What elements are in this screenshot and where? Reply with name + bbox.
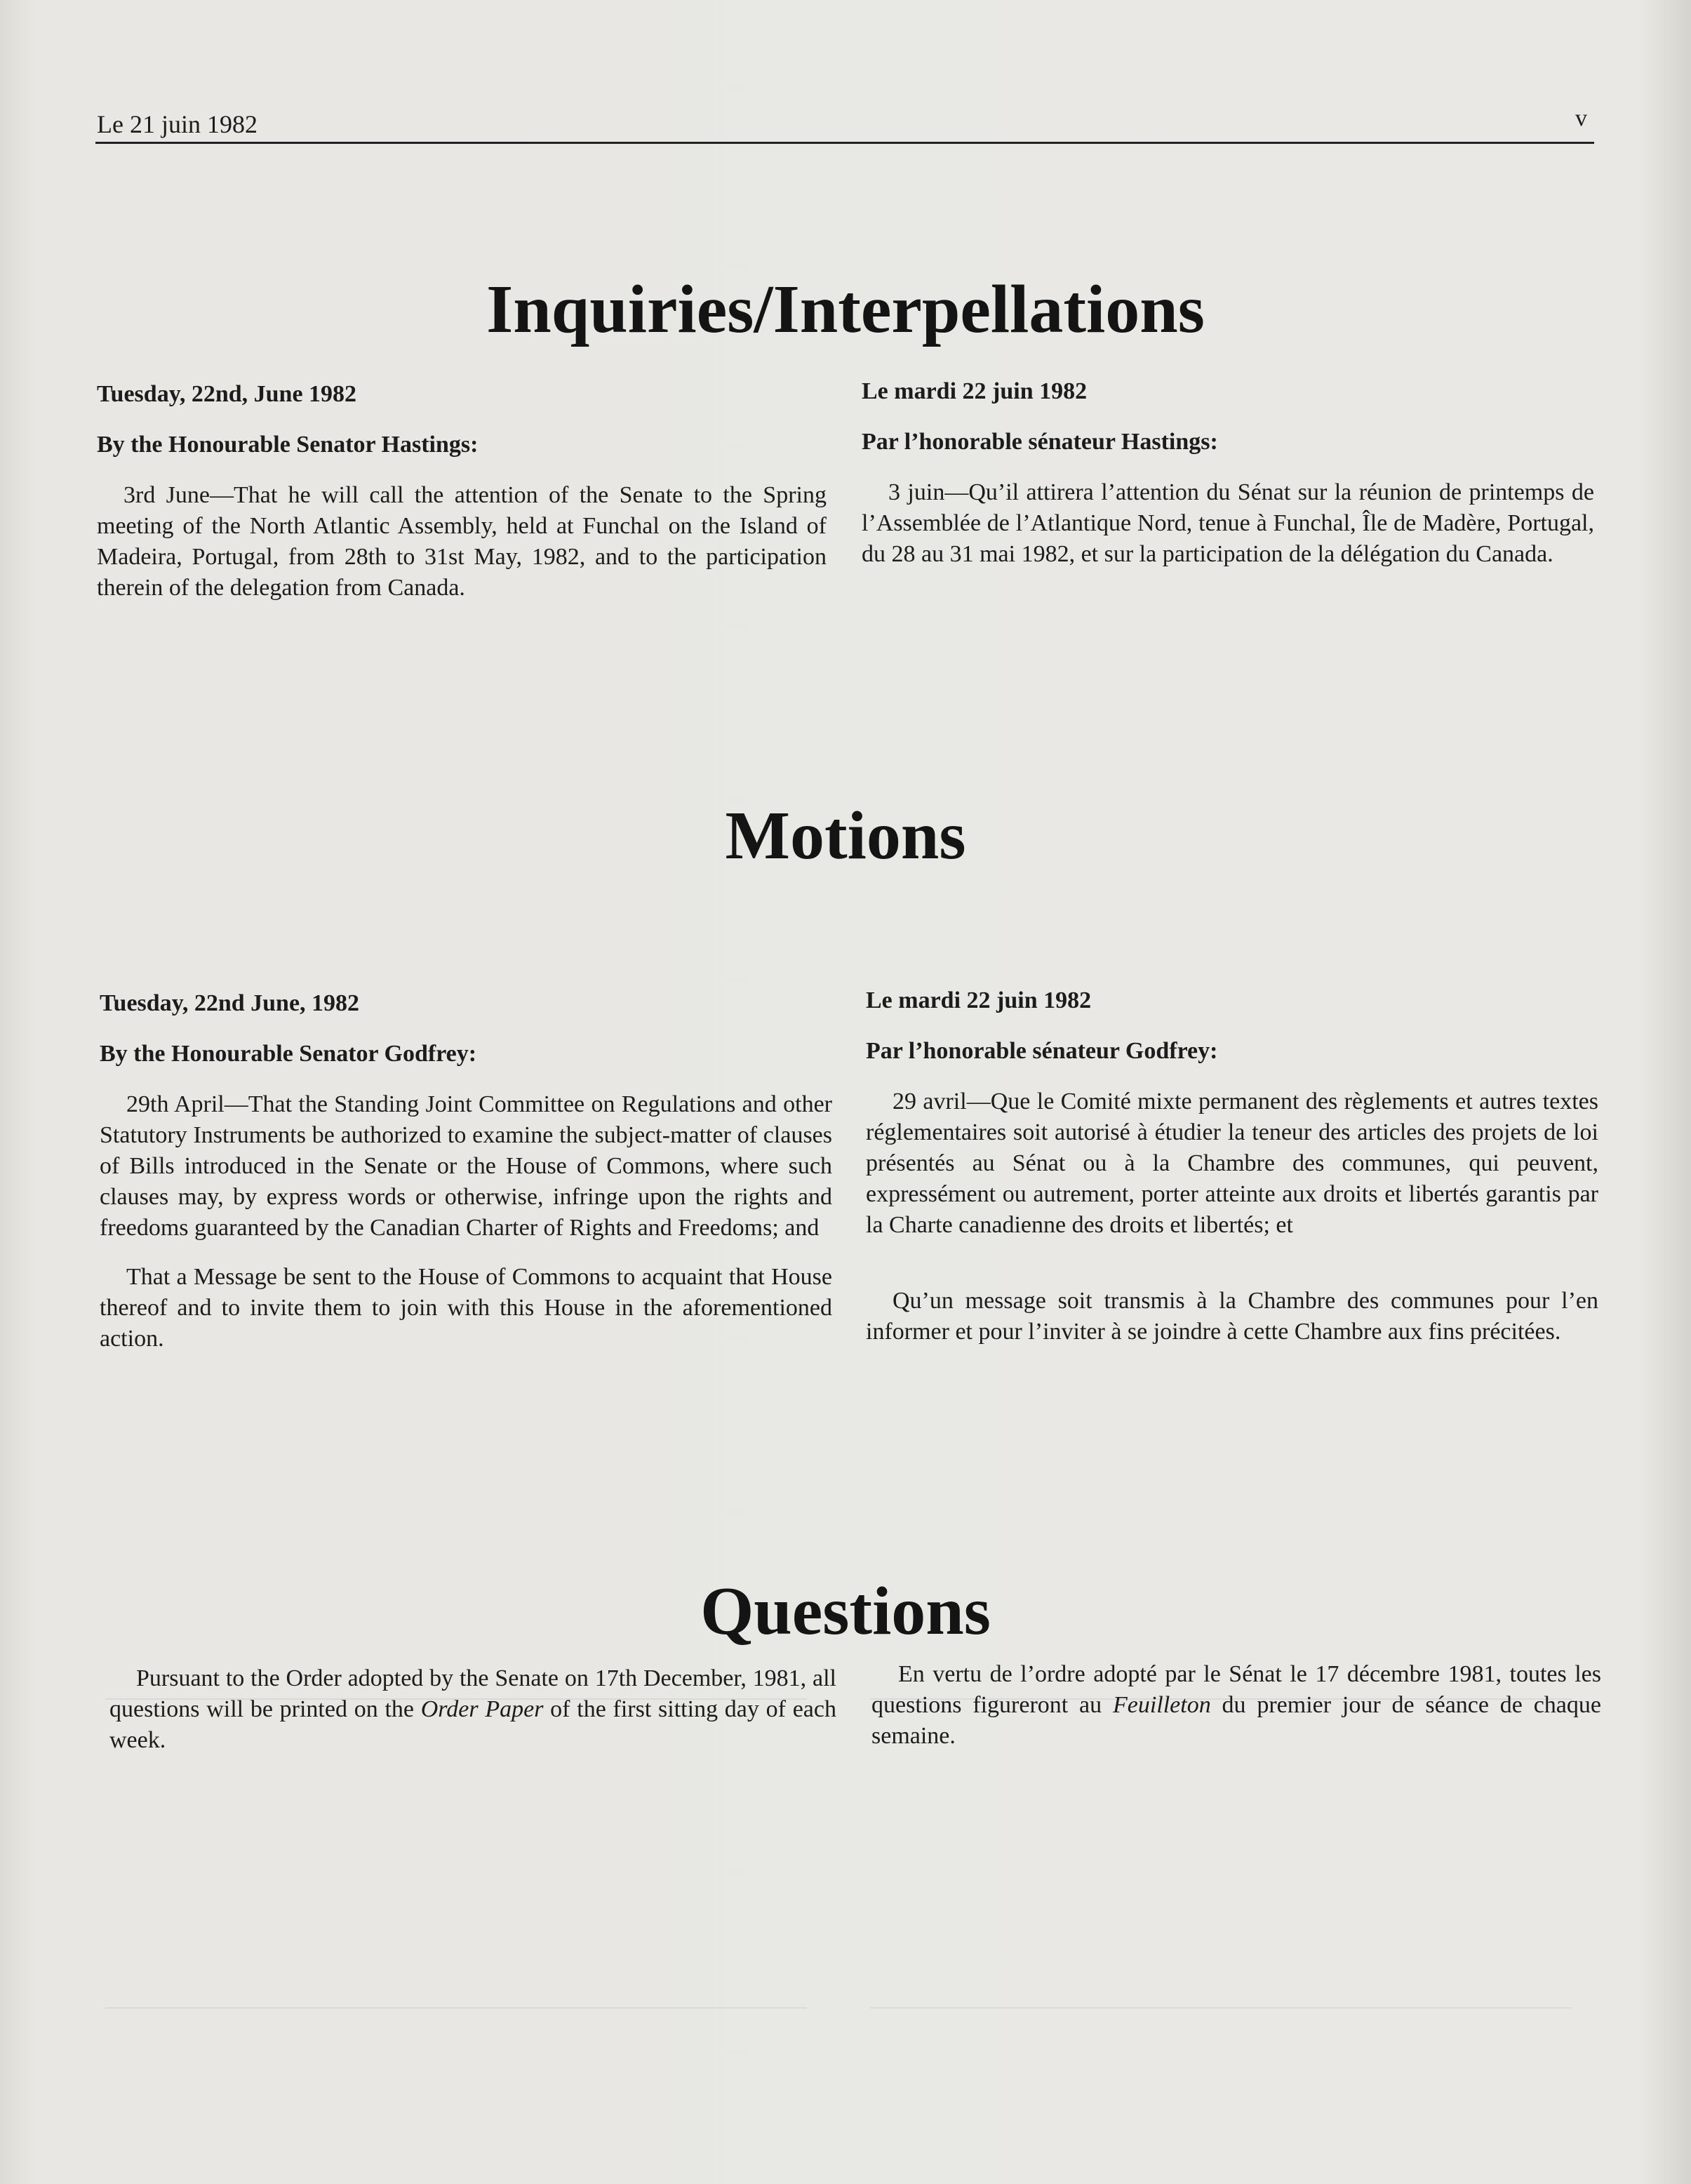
motions-title: Motions bbox=[725, 798, 966, 874]
page-number: v bbox=[1575, 105, 1587, 131]
motions-en-date: Tuesday, 22nd June, 1982 bbox=[100, 990, 360, 1016]
motions-en-text2: That a Message be sent to the House of Commons to acquaint that House thereof and to invite them to join with this House in the aforementioned action. bbox=[100, 1264, 832, 1352]
inquiries-fr-text: 3 juin—Qu’il attirera l’attention du Sénat sur la réunion de printemps de l’Assemblée de l’Atlantique Nord, tenue à Funchal, Île de Madère, Portugal, du 28 au 31 mai 1982, et sur la participation de la délégation du Canada. bbox=[862, 479, 1594, 567]
inquiries-fr-by: Par l’honorable sénateur Hastings: bbox=[862, 429, 1218, 455]
questions-french-column bbox=[871, 1659, 1601, 1752]
motions-en-by: By the Honourable Senator Godfrey: bbox=[100, 1041, 477, 1067]
motions-fr-by: Par l’honorable sénateur Godfrey: bbox=[866, 1038, 1218, 1064]
inquiries-en-date: Tuesday, 22nd, June 1982 bbox=[97, 381, 357, 407]
motions-english-column bbox=[100, 988, 832, 1354]
motions-french-column bbox=[866, 985, 1598, 1347]
questions-title: Questions bbox=[700, 1573, 991, 1649]
questions-fr-text-part1: En vertu de l’ordre adopté par le Sénat le 17 décembre 1981, toutes les questions figureront au bbox=[871, 1661, 1601, 1718]
questions-fr-emphasis: Feuilleton bbox=[1112, 1692, 1211, 1718]
inquiries-fr-date: Le mardi 22 juin 1982 bbox=[862, 378, 1088, 404]
questions-english-column bbox=[109, 1663, 836, 1756]
running-header bbox=[95, 105, 1594, 144]
questions-en-text-part2: of the first sitting day of each week. bbox=[109, 1696, 836, 1753]
inquiries-french-column bbox=[862, 376, 1594, 570]
motions-fr-date: Le mardi 22 juin 1982 bbox=[866, 987, 1092, 1013]
questions-fr-text-part2: du premier jour de séance de chaque semaine. bbox=[871, 1692, 1601, 1749]
questions-en-text bbox=[109, 1663, 836, 1756]
motions-en-text1: 29th April—That the Standing Joint Committee on Regulations and other Statutory Instruments be authorized to examine the subject-matter of clauses of Bills introduced in the Senate or the House of Commons, where such clauses may, by express words or otherwise, infringe upon the rights and freedoms guaranteed by the Canadian Charter of Rights and Freedoms; and bbox=[100, 1091, 832, 1241]
header-date: Le 21 juin 1982 bbox=[97, 110, 258, 138]
questions-fr-text bbox=[871, 1659, 1601, 1752]
inquiries-title: Inquiries/Interpellations bbox=[486, 272, 1205, 347]
bleed-rule bbox=[105, 2007, 807, 2009]
motions-fr-text2: Qu’un message soit transmis à la Chambre des communes pour l’en informer et pour l’inviter à se joindre à cette Chambre aux fins précitées. bbox=[866, 1288, 1598, 1345]
inquiries-english-column bbox=[97, 379, 827, 604]
inquiries-en-text: 3rd June—That he will call the attention of the Senate to the Spring meeting of the North Atlantic Assembly, held at Funchal on the Island of Madeira, Portugal, from 28th to 31st May, 1982, and to the participation therein of the delegation from Canada. bbox=[97, 482, 827, 601]
questions-en-emphasis: Order Paper bbox=[420, 1696, 544, 1722]
bleed-rule bbox=[870, 2007, 1572, 2009]
questions-en-text-part1: Pursuant to the Order adopted by the Senate on 17th December, 1981, all questions will be printed on the bbox=[109, 1665, 836, 1722]
inquiries-en-by: By the Honourable Senator Hastings: bbox=[97, 432, 479, 458]
motions-fr-text1: 29 avril—Que le Comité mixte permanent des règlements et autres textes réglementaires soit autorisé à étudier la teneur des articles des projets de loi présentés au Sénat ou à la Chambre des communes, qui peuvent, expressément ou autrement, porter atteinte aux droits et libertés garantis par la Charte canadienne des droits et libertés; et bbox=[866, 1088, 1598, 1238]
